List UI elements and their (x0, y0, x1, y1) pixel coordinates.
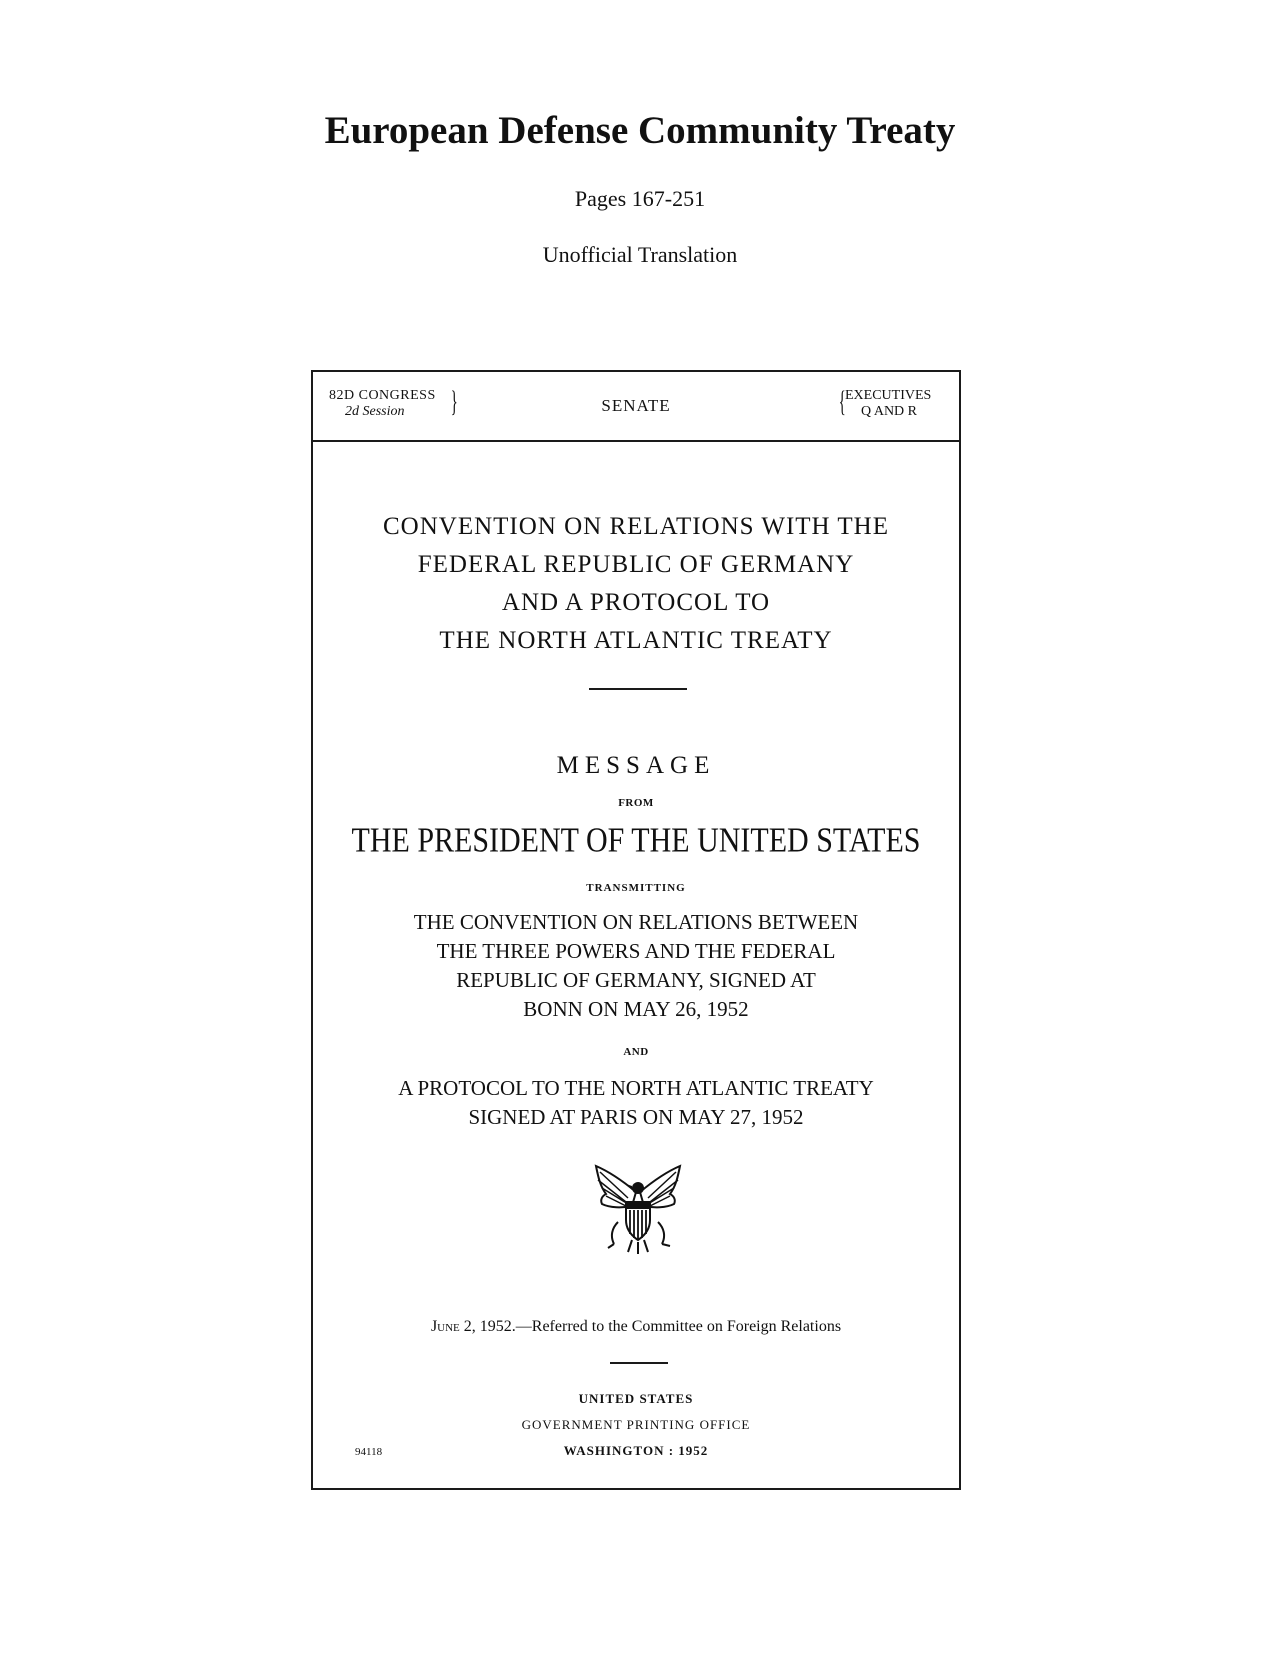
job-number: 94118 (355, 1446, 383, 1458)
right-brace-glyph: } (450, 385, 458, 418)
referral-note (313, 1318, 959, 1336)
referral-text: —Referred to the Committee on Foreign Relations (515, 1318, 842, 1335)
convention-description-line: REPUBLIC OF GERMANY, SIGNED AT (456, 968, 816, 992)
transmitting-label: TRANSMITTING (586, 882, 686, 894)
convention-title-line: THE NORTH ATLANTIC TREATY (439, 627, 833, 654)
convention-title-line: AND A PROTOCOL TO (501, 589, 771, 616)
eagle-seal-icon (588, 1162, 688, 1256)
referral-date: June 2, 1952. (430, 1318, 516, 1335)
executives-label: EXECUTIVES (845, 388, 932, 403)
protocol-description-line: SIGNED AT PARIS ON MAY 27, 1952 (468, 1105, 804, 1129)
executives-letters: Q AND R (861, 404, 918, 419)
congress-label: 82D CONGRESS (329, 388, 436, 403)
translation-note: Unofficial Translation (542, 242, 738, 267)
protocol-description-line: A PROTOCOL TO THE NORTH ATLANTIC TREATY (398, 1076, 874, 1100)
message-heading: MESSAGE (556, 752, 716, 779)
divider-rule (610, 1362, 668, 1364)
convention-description-line: THE THREE POWERS AND THE FEDERAL (436, 939, 836, 963)
from-label: FROM (618, 797, 654, 809)
convention-title (313, 508, 959, 660)
executives-block (845, 388, 931, 420)
left-brace-glyph: { (838, 385, 846, 418)
chamber-label: SENATE (601, 396, 671, 415)
convention-title-line: FEDERAL REPUBLIC OF GERMANY (417, 551, 855, 578)
printer-imprint (313, 1386, 959, 1464)
cover-header (313, 372, 959, 442)
page-range: Pages 167-251 (574, 186, 706, 211)
page-title: European Defense Community Treaty (324, 109, 956, 152)
convention-description-line: BONN ON MAY 26, 1952 (523, 997, 749, 1021)
protocol-description (313, 1074, 959, 1132)
and-label: AND (623, 1046, 649, 1058)
cover-page (311, 370, 961, 1490)
convention-description-line: THE CONVENTION ON RELATIONS BETWEEN (413, 910, 859, 934)
convention-description (313, 908, 959, 1024)
printer-line: UNITED STATES (578, 1391, 694, 1406)
printer-line: GOVERNMENT PRINTING OFFICE (521, 1417, 751, 1432)
president-heading: THE PRESIDENT OF THE UNITED STATES (351, 821, 921, 860)
printer-line: WASHINGTON : 1952 (563, 1443, 709, 1458)
divider-rule (589, 688, 687, 690)
convention-title-line: CONVENTION ON RELATIONS WITH THE (382, 513, 890, 540)
session-label: 2d Session (345, 404, 405, 419)
